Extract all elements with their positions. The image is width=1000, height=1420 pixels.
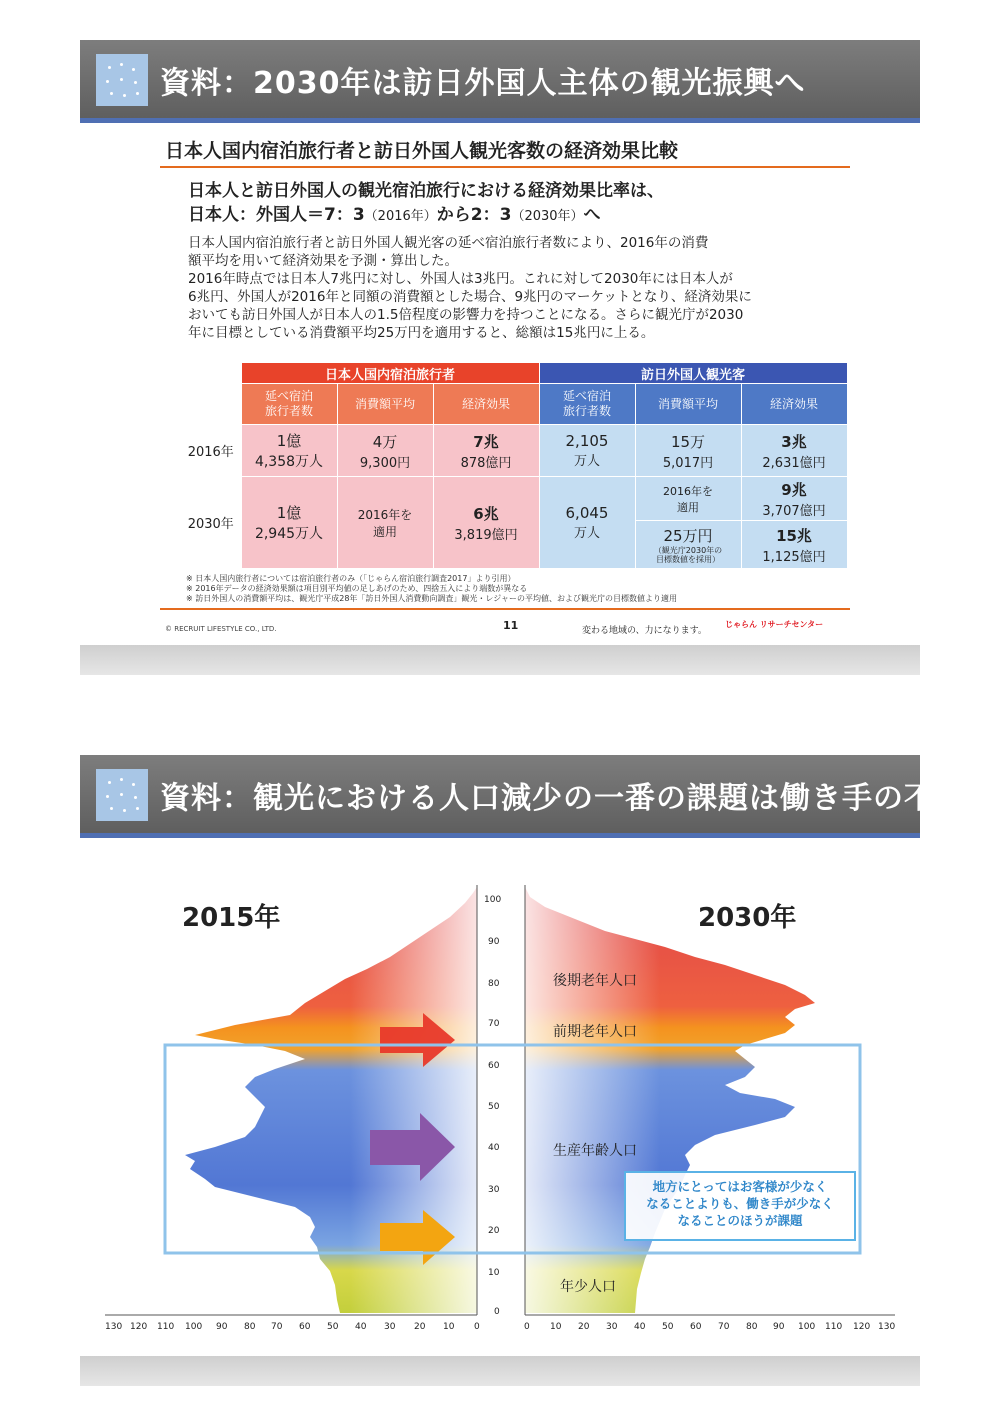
- page-number: 11: [503, 619, 519, 632]
- cell: 6,045 万人: [539, 477, 635, 569]
- x-tick: 50: [662, 1322, 674, 1332]
- x-tick: 100: [798, 1322, 816, 1332]
- header-underline: [80, 118, 920, 123]
- x-tick: 90: [216, 1322, 228, 1332]
- year-label-2015: 2015年: [182, 903, 281, 933]
- age-tick: 20: [488, 1226, 500, 1236]
- header-underline: [80, 833, 920, 838]
- cell: 4万 9,300円: [337, 425, 433, 477]
- cell: 15兆 1,125億円: [741, 521, 847, 569]
- footer-logo: じゃらん リサーチセンター: [725, 620, 824, 629]
- cell: 7兆 878億円: [433, 425, 539, 477]
- cell: 9兆 3,707億円: [741, 477, 847, 521]
- age-tick: 50: [488, 1102, 500, 1112]
- cell: 6兆 3,819億円: [433, 477, 539, 569]
- x-tick: 40: [634, 1322, 646, 1332]
- age-tick: 10: [488, 1268, 500, 1278]
- x-tick: 80: [244, 1322, 256, 1332]
- group-header-japanese: 日本人国内宿泊旅行者: [241, 363, 539, 384]
- economic-effect-table: [180, 362, 848, 569]
- table-notes: ※ 日本人国内旅行者については宿泊旅行者のみ（「じゃらん宿泊旅行調査2017」より引用） ※ 2016年データの経済効果額は項目別平均値の足しあげのため、四捨五入により端数が異なる ※ 訪日外国人の消費額平均は、観光庁平成28年「訪日外国人消費動向調査」観光・レジャーの平均値、および観光庁の目標数値より適用: [186, 574, 678, 603]
- x-tick: 110: [157, 1322, 175, 1332]
- header-dots-icon: [96, 769, 148, 821]
- x-tick: 70: [718, 1322, 730, 1332]
- x-tick: 60: [690, 1322, 702, 1332]
- age-tick: 100: [484, 895, 502, 905]
- lead-line-2: 日本人：外国人＝7：3（2016年）から2：3（2030年）へ: [188, 205, 601, 225]
- cell: 25万円 （観光庁2030年の 目標数値を採用）: [635, 521, 741, 569]
- x-tick: 120: [130, 1322, 148, 1332]
- body-paragraph: 日本人国内宿泊旅行者と訪日外国人観光客の延べ宿泊旅行者数により、2016年の消費 額平均を用いて経済効果を予測・算出した。 2016年時点では日本人7兆円に対し、外国人は3兆円。これに対して2030年には日本人が 6兆円、外国人が2016年と同額の消費額とした場合、9兆円のマーケットとなり、経済効果に おいても訪日外国人が日本人の1.5倍程度の影響力を持つことになる。さらに観光庁が2030 年に目標としている消費額平均25万円を適用すると、総額は15兆円に上る。: [188, 235, 752, 341]
- callout-text: 地方にとってはお客様が少なく なることよりも、働き手が少なく なることのほうが課題: [646, 1179, 834, 1228]
- x-tick: 40: [355, 1322, 367, 1332]
- slide-2-title: 資料：観光における人口減少の一番の課題は働き手の不足: [160, 781, 966, 816]
- slide-2-header: [80, 755, 966, 835]
- x-tick: 10: [550, 1322, 562, 1332]
- cell: 15万 5,017円: [635, 425, 741, 477]
- header-dots-icon: [96, 54, 148, 106]
- col-stays-fr: 延べ宿泊 旅行者数: [539, 384, 635, 425]
- age-tick: 0: [494, 1307, 500, 1317]
- age-tick: 80: [488, 979, 500, 989]
- age-tick: 30: [488, 1185, 500, 1195]
- x-tick: 0: [524, 1322, 530, 1332]
- x-tick: 30: [606, 1322, 618, 1332]
- row-year-2030: 2030年: [181, 477, 242, 569]
- col-spend-jp: 消費額平均: [337, 384, 433, 425]
- x-tick: 80: [746, 1322, 758, 1332]
- slide-1-bottom-band: [80, 645, 920, 675]
- x-tick: 0: [474, 1322, 480, 1332]
- population-pyramid: [105, 875, 895, 1320]
- age-tick: 90: [488, 937, 500, 947]
- x-tick: 120: [853, 1322, 871, 1332]
- lead-line-1: 日本人と訪日外国人の観光宿泊旅行における経済効果比率は、: [188, 181, 664, 201]
- cell: 1億 2,945万人: [241, 477, 337, 569]
- cell: 2016年を 適用: [635, 477, 741, 521]
- x-tick: 100: [185, 1322, 203, 1332]
- pyramid-2030-fade: [525, 885, 825, 1315]
- col-stays-jp: 延べ宿泊 旅行者数: [241, 384, 337, 425]
- label-late-elderly: 後期老年人口: [553, 973, 637, 989]
- x-tick: 110: [825, 1322, 843, 1332]
- x-tick: 130: [105, 1322, 123, 1332]
- table-row: [181, 425, 848, 477]
- footer-tagline: 変わる地域の、力になります。: [582, 626, 707, 636]
- slide-1-title: 資料：2030年は訪日外国人主体の観光振興へ: [160, 66, 806, 101]
- slide-1-subtitle: 日本人国内宿泊旅行者と訪日外国人観光客数の経済効果比較: [165, 140, 679, 162]
- slide-2-bottom-band: [80, 1356, 920, 1386]
- slide-1-header: [80, 40, 920, 120]
- cell: 1億 4,358万人: [241, 425, 337, 477]
- col-effect-fr: 経済効果: [741, 384, 847, 425]
- x-tick: 30: [384, 1322, 396, 1332]
- footer-copyright: © RECRUIT LIFESTYLE CO., LTD.: [165, 625, 277, 633]
- label-working-age: 生産年齢人口: [553, 1143, 637, 1159]
- age-tick: 40: [488, 1143, 500, 1153]
- cell: 2016年を 適用: [337, 477, 433, 569]
- x-tick: 20: [414, 1322, 426, 1332]
- cell: 3兆 2,631億円: [741, 425, 847, 477]
- col-effect-jp: 経済効果: [433, 384, 539, 425]
- cell: 2,105 万人: [539, 425, 635, 477]
- age-tick: 60: [488, 1061, 500, 1071]
- table-row: [181, 477, 848, 521]
- col-spend-fr: 消費額平均: [635, 384, 741, 425]
- group-header-foreign: 訪日外国人観光客: [539, 363, 847, 384]
- x-tick: 90: [773, 1322, 785, 1332]
- row-year-2016: 2016年: [181, 425, 242, 477]
- age-tick: 70: [488, 1019, 500, 1029]
- label-youth: 年少人口: [560, 1279, 616, 1295]
- x-tick: 10: [443, 1322, 455, 1332]
- x-tick: 50: [327, 1322, 339, 1332]
- footer-divider: [160, 608, 850, 610]
- label-early-elderly: 前期老年人口: [553, 1024, 637, 1040]
- year-label-2030: 2030年: [698, 903, 797, 933]
- x-tick: 20: [578, 1322, 590, 1332]
- x-tick: 70: [271, 1322, 283, 1332]
- x-tick: 60: [299, 1322, 311, 1332]
- subtitle-divider: [160, 166, 850, 168]
- x-tick: 130: [878, 1322, 896, 1332]
